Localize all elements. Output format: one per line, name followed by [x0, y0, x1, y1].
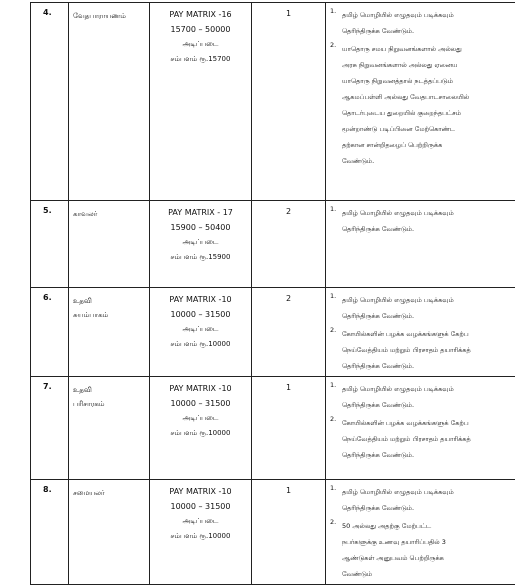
serial-number-cell: 7. — [31, 377, 69, 480]
qualification-text-line: தெரிந்திருக்க வேண்டும். — [342, 500, 511, 516]
pay-scale-cell — [150, 377, 252, 480]
pay-scale-cell — [150, 201, 252, 288]
pay-range: 15900 – 50400 — [150, 220, 251, 235]
table-row — [31, 288, 515, 377]
qualification-item — [330, 484, 511, 516]
qualification-number: 2. — [330, 41, 336, 49]
pay-scale-cell — [150, 288, 252, 377]
qualification-item — [330, 326, 511, 374]
recruitment-table — [30, 2, 515, 585]
table-row — [31, 201, 515, 288]
post-name-line: பரிசாரகம் — [73, 397, 149, 411]
qualification-text-line: தற்கான சான்றிதழைப் பெற்றிருக்க — [342, 137, 511, 153]
post-name-line: சுயம்பாகம் — [73, 308, 149, 322]
table-row — [31, 3, 515, 201]
qualification-text-line: தமிழ் மொழியில் எழுதவும் படிக்கவும் — [342, 205, 511, 221]
pay-scale-cell — [150, 480, 252, 585]
qualification-cell — [326, 3, 515, 201]
pay-range: 10000 – 31500 — [150, 396, 251, 411]
qualification-list — [330, 484, 511, 582]
basic-pay-label: அடிப்படை — [150, 37, 251, 52]
post-name-cell — [69, 201, 150, 288]
pay-range: 10000 – 31500 — [150, 499, 251, 514]
pay-range: 10000 – 31500 — [150, 307, 251, 322]
vacancy-count-cell: 1 — [252, 3, 326, 201]
serial-number-cell: 4. — [31, 3, 69, 201]
post-name-cell — [69, 377, 150, 480]
qualification-cell — [326, 201, 515, 288]
basic-pay-label: அடிப்படை — [150, 322, 251, 337]
qualification-list — [330, 7, 511, 169]
qualification-number: 1. — [330, 484, 336, 492]
qualification-text-line: அரசு நிறுவனங்களால் அல்லது ஏனைய — [342, 57, 511, 73]
pay-scale-cell — [150, 3, 252, 201]
qualification-text-line: யாதொரு நிறுவனத்தால் நடத்தப்படும் — [342, 73, 511, 89]
qualification-text-line: தமிழ் மொழியில் எழுதவும் படிக்கவும் — [342, 484, 511, 500]
basic-pay-amount: சம்பளம் ரூ.10000 — [150, 426, 251, 441]
qualification-number: 2. — [330, 518, 336, 526]
recruitment-table-body — [31, 3, 515, 585]
pay-matrix-label: PAY MATRIX -10 — [150, 292, 251, 307]
qualification-cell — [326, 288, 515, 377]
pay-matrix-label: PAY MATRIX -10 — [150, 381, 251, 396]
basic-pay-amount: சம்பளம் ரூ.15700 — [150, 52, 251, 67]
qualification-item — [330, 7, 511, 39]
table-row — [31, 480, 515, 585]
qualification-text-line: 50 அல்லது அதற்கு மேற்பட்ட — [342, 518, 511, 534]
post-name-line: உதவி — [73, 294, 149, 308]
vacancy-count-cell: 1 — [252, 480, 326, 585]
qualification-text-line: நபர்களுக்கு உணவு தயாரிப்பதில் 3 — [342, 534, 511, 550]
serial-number-cell: 5. — [31, 201, 69, 288]
qualification-number: 2. — [330, 326, 336, 334]
qualification-item — [330, 381, 511, 413]
table-row — [31, 377, 515, 480]
qualification-text-line: கோயில்களின் பழக்க வழக்கங்களுக் கேற்ப — [342, 415, 511, 431]
qualification-cell — [326, 480, 515, 585]
qualification-text-line: தெரிந்திருக்க வேண்டும். — [342, 397, 511, 413]
qualification-number: 2. — [330, 415, 336, 423]
qualification-list — [330, 381, 511, 463]
post-name-line: காவலர் — [73, 207, 149, 221]
post-name-line: சமையலர் — [73, 486, 149, 500]
pay-range: 15700 – 50000 — [150, 22, 251, 37]
basic-pay-amount: சம்பளம் ரூ.15900 — [150, 250, 251, 265]
basic-pay-label: அடிப்படை — [150, 235, 251, 250]
qualification-text-line: தெரிந்திருக்க வேண்டும். — [342, 221, 511, 237]
pay-matrix-label: PAY MATRIX -16 — [150, 7, 251, 22]
serial-number-cell: 6. — [31, 288, 69, 377]
qualification-list — [330, 205, 511, 237]
post-name-cell — [69, 288, 150, 377]
qualification-cell — [326, 377, 515, 480]
qualification-text-line: தமிழ் மொழியில் எழுதவும் படிக்கவும் — [342, 7, 511, 23]
serial-number-cell: 8. — [31, 480, 69, 585]
qualification-text-line: வேண்டும் — [342, 566, 511, 582]
qualification-text-line: தமிழ் மொழியில் எழுதவும் படிக்கவும் — [342, 381, 511, 397]
qualification-text-line: யாதொரு சமய நிறுவனங்களால் அல்லது — [342, 41, 511, 57]
qualification-item — [330, 518, 511, 582]
vacancy-count-cell: 2 — [252, 288, 326, 377]
qualification-text-line: நெய்வேத்தியம் மற்றும் பிரசாதம் தயாரிக்கத் — [342, 342, 511, 358]
qualification-text-line: தெரிந்திருக்க வேண்டும். — [342, 23, 511, 39]
qualification-item — [330, 292, 511, 324]
qualification-number: 1. — [330, 205, 336, 213]
qualification-number: 1. — [330, 381, 336, 389]
qualification-text-line: தெரிந்திருக்க வேண்டும். — [342, 358, 511, 374]
basic-pay-label: அடிப்படை — [150, 514, 251, 529]
qualification-text-line: நெய்வேத்தியம் மற்றும் பிரசாதம் தயாரிக்கத் — [342, 431, 511, 447]
post-name-line: உதவி — [73, 383, 149, 397]
pay-matrix-label: PAY MATRIX -10 — [150, 484, 251, 499]
qualification-text-line: வேண்டும். — [342, 153, 511, 169]
qualification-item — [330, 41, 511, 169]
vacancy-count-cell: 1 — [252, 377, 326, 480]
post-name-line: வேதபாராயணம் — [73, 9, 149, 23]
post-name-cell — [69, 480, 150, 585]
qualification-list — [330, 292, 511, 374]
qualification-text-line: தெரிந்திருக்க வேண்டும். — [342, 447, 511, 463]
qualification-item — [330, 205, 511, 237]
qualification-number: 1. — [330, 7, 336, 15]
qualification-number: 1. — [330, 292, 336, 300]
vacancy-count-cell: 2 — [252, 201, 326, 288]
qualification-text-line: தமிழ் மொழியில் எழுதவும் படிக்கவும் — [342, 292, 511, 308]
qualification-text-line: கோயில்களின் பழக்க வழக்கங்களுக் கேற்ப — [342, 326, 511, 342]
pay-matrix-label: PAY MATRIX - 17 — [150, 205, 251, 220]
qualification-text-line: மூன்றாண்டு படிப்பினை மேற்கொண்ட — [342, 121, 511, 137]
basic-pay-amount: சம்பளம் ரூ.10000 — [150, 529, 251, 544]
basic-pay-label: அடிப்படை — [150, 411, 251, 426]
qualification-text-line: ஆண்டுகள் அனுபவம் பெற்றிருக்க — [342, 550, 511, 566]
post-name-cell — [69, 3, 150, 201]
qualification-item — [330, 415, 511, 463]
qualification-text-line: ஆகமப்பள்ளி அல்லது வேதபாடசாலையில் — [342, 89, 511, 105]
basic-pay-amount: சம்பளம் ரூ.10000 — [150, 337, 251, 352]
qualification-text-line: தொடர்புடைய துறையில் குறைந்தபட்சம் — [342, 105, 511, 121]
qualification-text-line: தெரிந்திருக்க வேண்டும். — [342, 308, 511, 324]
